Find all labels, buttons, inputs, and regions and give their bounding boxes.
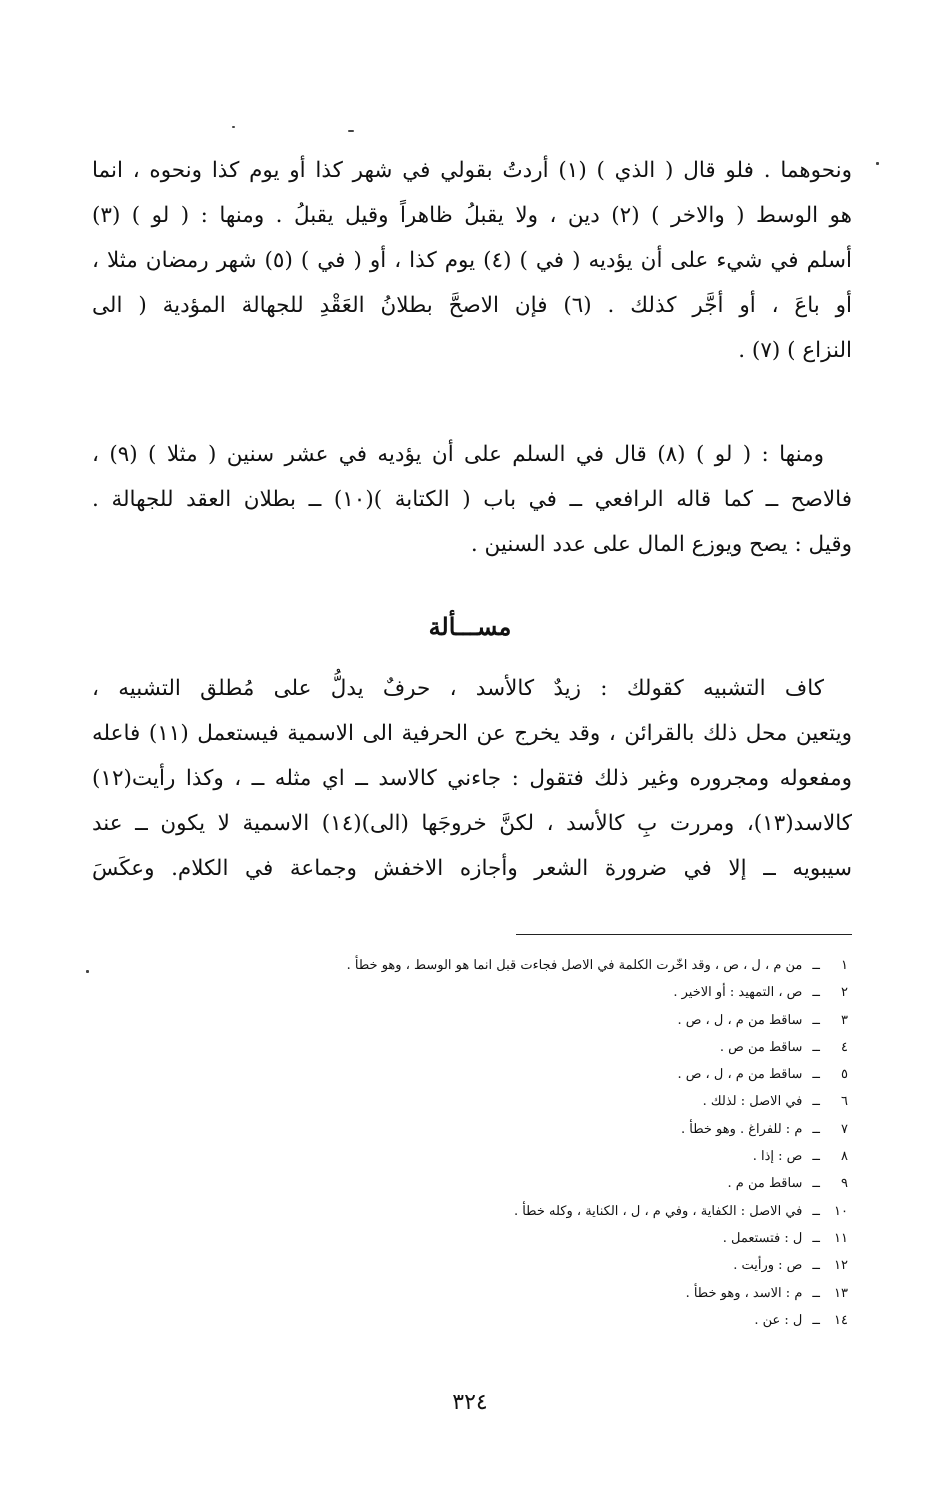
footnote-text: في الاصل : لذلك . — [702, 1094, 803, 1110]
footnote-text: من م ، ل ، ص ، وقد اخّرت الكلمة في الاصل فجاءت قبل انما هو الوسط ، وهو خطأ . — [346, 958, 803, 973]
footnote-text: م : الاسد ، وهو خطأ . — [685, 1285, 803, 1301]
footnote-divider — [516, 934, 852, 935]
paragraph-2-line: فالاصح ــ كما قاله الرافعي ــ في باب ( الكتابة )(١٠) ــ بطلان العقد للجهالة . — [92, 487, 852, 512]
footnote-item — [148, 1198, 848, 1225]
footnote-dash: ــ — [812, 1094, 820, 1110]
footnote-dash: ــ — [812, 1285, 820, 1301]
footnote-text: ساقط من م ، ل ، ص . — [677, 1012, 803, 1028]
footnote-number: ٦ — [841, 1094, 848, 1110]
paragraph-1-line: أو باعَ ، أو أجَّر كذلك . (٦) فإن الاصحَّ بطلانُ العَقْدِ للجهالة المؤدية ( الى — [92, 293, 852, 318]
footnote-dash: ــ — [812, 1149, 820, 1165]
footnote-number: ١٢ — [834, 1258, 848, 1274]
page-number: ٣٢٤ — [452, 1390, 488, 1415]
footnote-number: ١ — [841, 958, 848, 973]
footnote-dash: ــ — [812, 985, 820, 1001]
paragraph-1-line: ونحوهما . فلو قال ( الذي ) (١) أردتُ بقولي في شهر كذا أو يوم كذا ونحوه ، انما — [92, 158, 852, 183]
footnote-text: ساقط من م ، ل ، ص . — [677, 1067, 803, 1083]
footnote-text: ص : إذا . — [752, 1149, 803, 1165]
paragraph-2 — [92, 432, 852, 567]
paragraph-1-line: النزاع ) (٧) . — [738, 338, 852, 363]
footnote-item — [148, 1225, 848, 1252]
paragraph-1 — [92, 148, 852, 373]
footnote-item — [148, 979, 848, 1006]
footnotes-list — [148, 952, 848, 1334]
footnote-text: ص ، التمهيد : أو الاخير . — [673, 985, 803, 1001]
footnote-number: ٩ — [841, 1176, 848, 1192]
footnote-text: ساقط من ص . — [719, 1039, 803, 1055]
section-heading: مســـألة — [428, 612, 512, 641]
footnote-number: ٢ — [841, 985, 848, 1001]
footnote-number: ٤ — [841, 1039, 848, 1055]
footnote-item — [148, 1170, 848, 1197]
footnote-number: ١١ — [834, 1230, 848, 1246]
scan-speck — [876, 162, 879, 165]
footnote-dash: ــ — [812, 1067, 820, 1083]
footnote-number: ٧ — [841, 1121, 848, 1137]
footnote-dash: ــ — [812, 1039, 820, 1055]
footnote-dash: ــ — [812, 1121, 820, 1137]
footnote-text: ل : فتستعمل . — [722, 1230, 803, 1246]
footnote-text: م : للفراغ . وهو خطأ . — [680, 1121, 803, 1137]
footnote-dash: ــ — [812, 1203, 820, 1219]
footnote-item — [148, 1088, 848, 1115]
footnote-item — [148, 1143, 848, 1170]
footnote-dash: ــ — [812, 1230, 820, 1246]
footnote-dash: ــ — [812, 958, 820, 973]
footnote-number: ١٠ — [834, 1203, 848, 1219]
footnote-text: ساقط من م . — [727, 1176, 803, 1192]
footnote-text: ص : ورأيت . — [733, 1258, 803, 1274]
footnote-number: ٥ — [841, 1067, 848, 1083]
footnote-item — [148, 1252, 848, 1279]
footnote-number: ١٤ — [834, 1312, 848, 1328]
paragraph-3-line: سيبويه ــ إلا في ضرورة الشعر وأجازه الاخفش وجماعة في الكلام. وعكَسَ — [92, 856, 852, 881]
footnote-item — [148, 1061, 848, 1088]
paragraph-1-line: هو الوسط ( والاخر ) (٢) دين ، ولا يقبلُ ظاهراً وقيل يقبلُ . ومنها : ( لو ) (٣) — [92, 203, 852, 228]
footnote-item — [148, 1280, 848, 1307]
footnote-item — [148, 1116, 848, 1143]
scan-speck — [86, 970, 89, 973]
footnote-dash: ــ — [812, 1012, 820, 1028]
footnote-number: ٨ — [841, 1149, 848, 1165]
paragraph-1-line: أسلم في شيء على أن يؤديه ( في ) (٤) يوم كذا ، أو ( في ) (٥) شهر رمضان مثلا ، — [92, 248, 852, 273]
paragraph-3-line: كالاسد(١٣)، ومررت بِ كالأسد ، لكنَّ خروجَها (الى)(١٤) الاسمية لا يكون ــ عند — [92, 811, 852, 836]
footnote-item — [148, 952, 848, 979]
paragraph-2-line: ومنها : ( لو ) (٨) قال في السلم على أن يؤديه في عشر سنين ( مثلا ) (٩) ، — [92, 442, 824, 467]
footnote-dash: ــ — [812, 1258, 820, 1274]
footnote-item — [148, 1007, 848, 1034]
scan-speck — [232, 126, 235, 128]
footnote-text: في الاصل : الكفاية ، وفي م ، ل ، الكناية ، وكله خطأ . — [513, 1203, 803, 1219]
paragraph-2-line: وقيل : يصح ويوزع المال على عدد السنين . — [470, 532, 852, 557]
footnote-item — [148, 1307, 848, 1334]
footnote-text: ل : عن . — [754, 1312, 803, 1328]
footnote-number: ١٣ — [834, 1285, 848, 1301]
footnote-dash: ــ — [812, 1312, 820, 1328]
scan-speck — [348, 130, 354, 132]
paragraph-3-line: ومفعوله ومجروره وغير ذلك فتقول : جاءني كالاسد ــ اي مثله ــ ، وكذا رأيت(١٢) — [92, 766, 852, 791]
paragraph-3 — [92, 666, 852, 891]
footnote-dash: ــ — [812, 1176, 820, 1192]
paragraph-3-line: ويتعين محل ذلك بالقرائن ، وقد يخرج عن الحرفية الى الاسمية فيستعمل (١١) فاعله — [92, 721, 852, 746]
footnote-item — [148, 1034, 848, 1061]
footnote-number: ٣ — [841, 1012, 848, 1028]
paragraph-3-line: كاف التشبيه كقولك : زيدٌ كالأسد ، حرفٌ يدلُّ على مُطلق التشبيه ، — [92, 676, 824, 701]
